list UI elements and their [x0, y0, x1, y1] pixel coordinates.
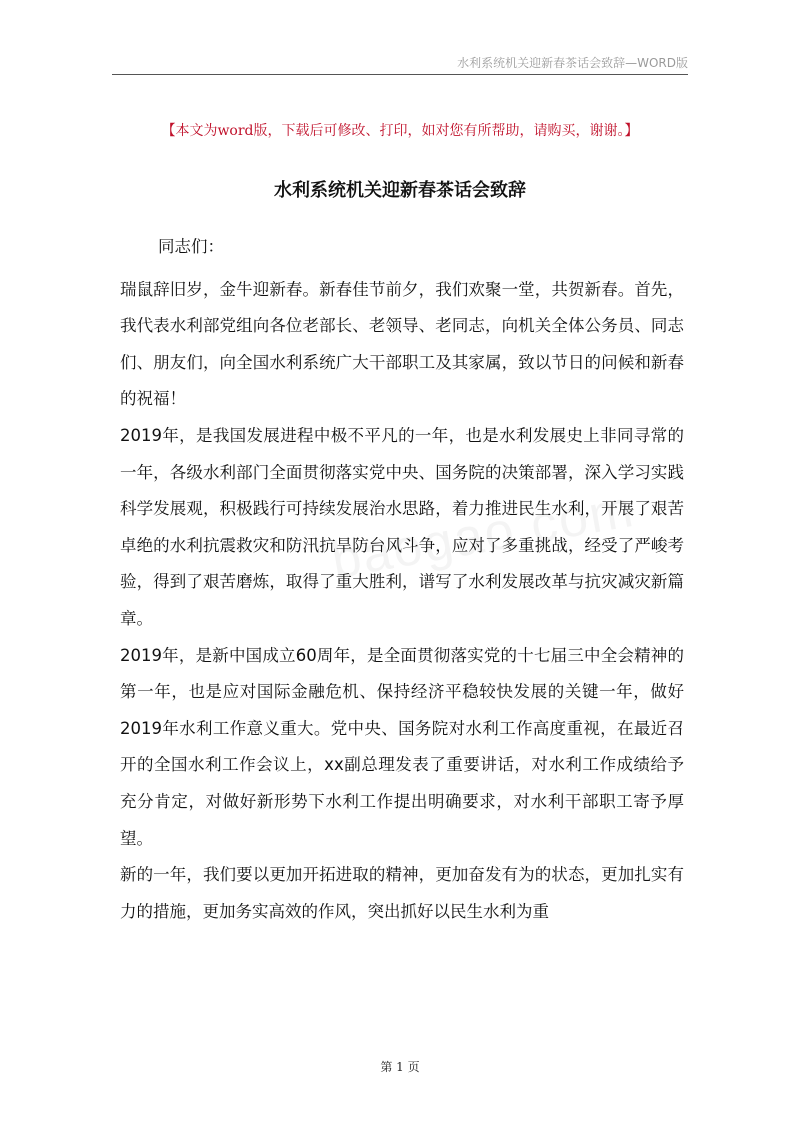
page-header	[112, 52, 688, 75]
paragraph: 2019年，是新中国成立60周年，是全面贯彻落实党的十七届三中全会精神的第一年，也是应对国际金融危机、保持经济平稳较快发展的关键一年，做好2019年水利工作意义重大。党中央、国务院对水利工作高度重视，在最近召开的全国水利工作会议上，xx副总理发表了重要讲话，对水利工作成绩给予充分肯定，对做好新形势下水利工作提出明确要求，对水利干部职工寄予厚望。	[120, 645, 684, 848]
running-title: 水利系统机关迎新春茶话会致辞—WORD版	[457, 56, 688, 70]
salutation: 同志们：	[158, 237, 224, 256]
document-title: 水利系统机关迎新春茶话会致辞	[274, 180, 526, 201]
page-number: 第 1 页	[380, 1060, 420, 1074]
paragraph: 新的一年，我们要以更加开拓进取的精神，更加奋发有为的状态，更加扎实有力的措施，更加务实高效的作风，突出抓好以民生水利为重	[120, 865, 684, 921]
paragraph: 2019年，是我国发展进程中极不平凡的一年，也是水利发展史上非同寻常的一年，各级水利部门全面贯彻落实党中央、国务院的决策部署，深入学习实践科学发展观，积极践行可持续发展治水思路，着力推进民生水利，开展了艰苦卓绝的水利抗震救灾和防汛抗旱防台风斗争，应对了多重挑战，经受了严峻考验，得到了艰苦磨炼，取得了重大胜利，谱写了水利发展改革与抗灾减灾新篇章。	[120, 425, 684, 628]
document-body	[120, 229, 684, 930]
purchase-notice: 【本文为word版，下载后可修改、打印，如对您有所帮助，请购买，谢谢。】	[161, 123, 639, 139]
paragraph: 瑞鼠辞旧岁，金牛迎新春。新春佳节前夕，我们欢聚一堂，共贺新春。首先，我代表水利部党组向各位老部长、老领导、老同志，向机关全体公务员、同志们、朋友们，向全国水利系统广大干部职工及其家属，致以节日的问候和新春的祝福！	[120, 279, 684, 409]
